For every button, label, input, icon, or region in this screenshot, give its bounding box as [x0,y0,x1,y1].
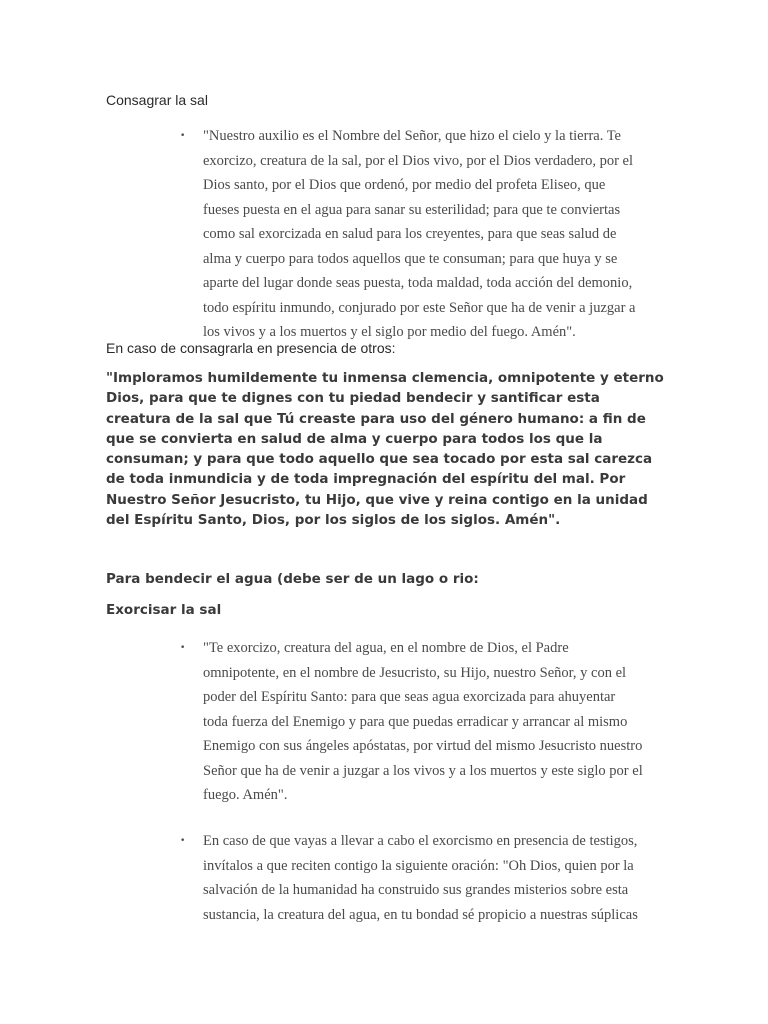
text-line: invítalos a que reciten contigo la siguiente oración: "Oh Dios, quien por la [203,857,634,874]
text-line: omnipotente, en el nombre de Jesucristo, su Hijo, nuestro Señor, y con el [203,664,627,681]
text-line: Dios santo, por el Dios que ordenó, por medio del profeta Eliseo, que [203,177,606,193]
text-line: todo espíritu inmundo, conjurado por este Señor que ha de venir a juzgar a [203,299,636,316]
text-line: de toda inmundicia y de toda impregnación del espíritu del mal. Por [106,471,626,488]
bullet-1: • [180,131,186,141]
text-line: "Nuestro auxilio es el Nombre del Señor, que hizo el cielo y la tierra. Te [203,128,621,144]
text-line: los vivos y a los muertos y el siglo por medio del fuego. Amén". [203,324,576,340]
text-line: salvación de la humanidad ha construido sus grandes misterios sobre esta [203,882,629,898]
text-line: como sal exorcizada en salud para los creyentes, para que seas salud de [203,226,617,242]
text-line: Dios, para que te dignes con tu piedad bendecir y santificar esta [106,390,600,407]
heading-exorcisar-la-sal: Exorcisar la sal [106,602,222,618]
heading-presencia-de-otros: En caso de consagrarla en presencia de otros: [106,340,396,356]
text-line: toda fuerza del Enemigo y para que puedas erradicar y arrancar al mismo [203,713,628,730]
text-line: que se convierta en salud de alma y cuerpo para todos los que la [106,430,603,447]
text-line: aparte del lugar donde seas puesta, toda maldad, toda acción del demonio, [203,275,633,291]
text-line: Enemigo con sus ángeles apóstatas, por virtud del mismo Jesucristo nuestro [203,738,643,754]
text-line: consuman; y para que todo aquello que sea tocado por esta sal carezca [106,451,653,468]
text-line: En caso de que vayas a llevar a cabo el exorcismo en presencia de testigos, [203,833,638,849]
text-line: exorcizo, creatura de la sal, por el Dios vivo, por el Dios verdadero, por el [203,152,634,169]
paragraph-testigos [203,829,673,927]
text-line: "Imploramos humildemente tu inmensa clemencia, omnipotente y eterno [106,370,664,386]
text-line: sustancia, la creatura del agua, en tu bondad sé propicio a nuestras súplicas [203,906,638,923]
heading-bendecir-agua: Para bendecir el agua (debe ser de un lago o rio: [106,571,479,587]
text-line: fuego. Amén". [203,787,288,803]
text-line: creatura de la sal que Tú creaste para uso del género humano: a fin de [106,410,646,427]
text-line: fueses puesta en el agua para sanar su esterilidad; para que te conviertas [203,201,621,218]
text-line: alma y cuerpo para todos aquellos que te consuman; para que huya y se [203,250,618,267]
bullet-3: • [180,836,186,846]
text-line: Señor que ha de venir a juzgar a los vivos y a los muertos y este siglo por el [203,762,643,779]
paragraph-auxilio [203,124,673,345]
paragraph-imploramos [106,368,666,530]
bullet-2: • [180,643,186,653]
text-line: "Te exorcizo, creatura del agua, en el nombre de Dios, el Padre [203,640,569,656]
text-line: del Espíritu Santo, Dios, por los siglos de los siglos. Amén". [106,512,561,529]
paragraph-te-exorcizo [203,636,673,808]
text-line: poder del Espíritu Santo: para que seas agua exorcizada para ahuyentar [203,689,616,705]
heading-consagrar-la-sal: Consagrar la sal [106,92,208,108]
text-line: Nuestro Señor Jesucristo, tu Hijo, que vive y reina contigo en la unidad [106,491,648,508]
